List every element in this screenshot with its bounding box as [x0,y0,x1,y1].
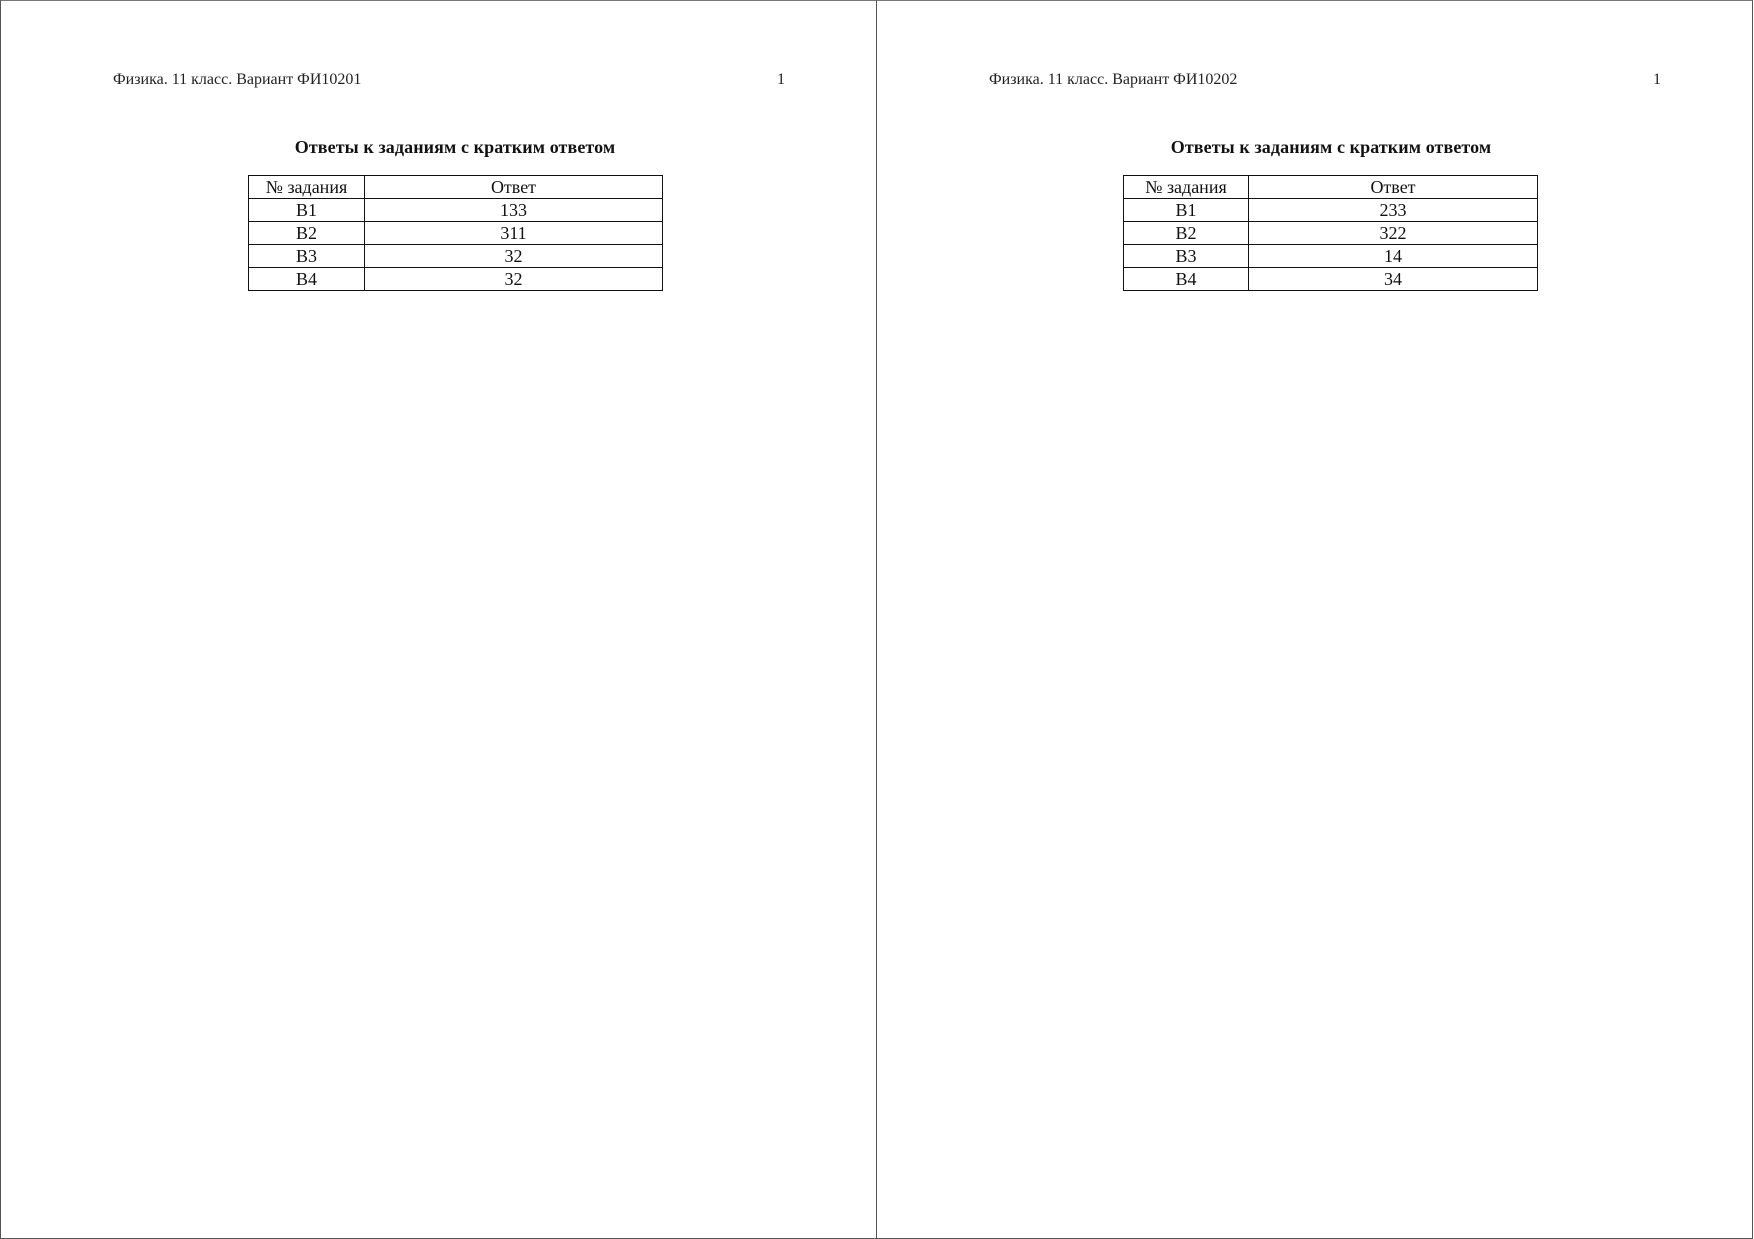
task-cell: B2 [1124,222,1249,245]
table-row [249,245,663,268]
answers-table [248,175,663,291]
column-header-answer: Ответ [365,176,663,199]
table-row [1124,199,1538,222]
answer-cell: 32 [365,245,663,268]
running-header [113,70,785,90]
table-row [249,222,663,245]
running-header [989,70,1661,90]
column-header-task: № задания [1124,176,1249,199]
table-row [249,268,663,291]
task-cell: B2 [249,222,365,245]
table-row [1124,222,1538,245]
task-cell: B1 [249,199,365,222]
task-cell: B3 [1124,245,1249,268]
table-row [249,199,663,222]
answer-cell: 133 [365,199,663,222]
answer-cell: 34 [1249,268,1538,291]
page-right [876,0,1753,1239]
table-header-row [1124,176,1538,199]
column-header-answer: Ответ [1249,176,1538,199]
task-cell: B3 [249,245,365,268]
section-title: Ответы к заданиям с кратким ответом [294,137,616,157]
section-title: Ответы к заданиям с кратким ответом [1170,137,1492,157]
answer-cell: 32 [365,268,663,291]
task-cell: B4 [249,268,365,291]
header-text: Физика. 11 класс. Вариант ФИ10201 [113,71,362,88]
table-header-row [249,176,663,199]
page-number: 1 [777,71,785,88]
task-cell: B4 [1124,268,1249,291]
answer-cell: 14 [1249,245,1538,268]
header-text: Физика. 11 класс. Вариант ФИ10202 [989,71,1238,88]
task-cell: B1 [1124,199,1249,222]
table-row [1124,268,1538,291]
table-row [1124,245,1538,268]
answer-cell: 322 [1249,222,1538,245]
column-header-task: № задания [249,176,365,199]
answer-cell: 233 [1249,199,1538,222]
answer-cell: 311 [365,222,663,245]
page-number: 1 [1653,71,1661,88]
answers-table [1123,175,1538,291]
